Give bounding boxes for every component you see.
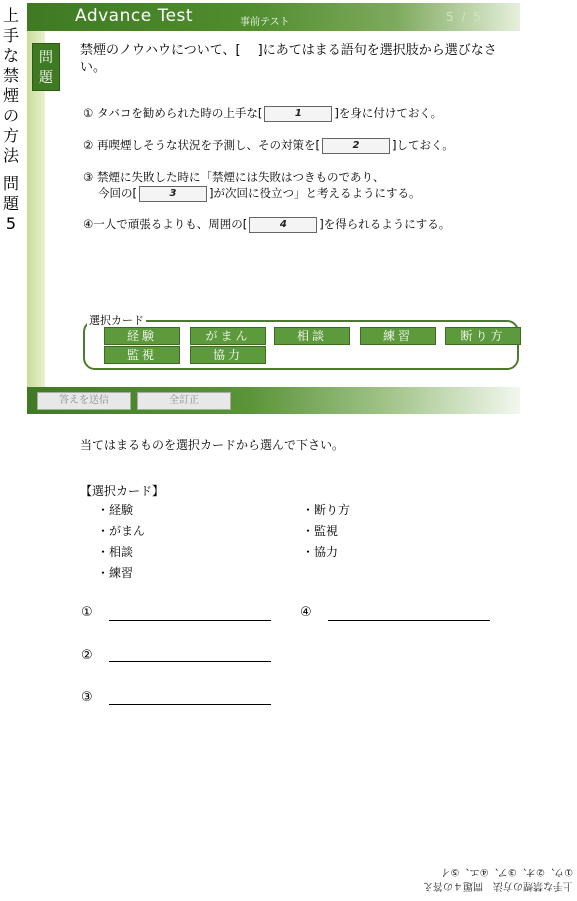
title-char: 方 [2,126,19,145]
question-badge [32,43,60,91]
item-text: ② 再喫煙しそうな状況を予測し、その対策を[ [83,138,320,152]
worksheet-card-item: ・練習 [97,566,134,580]
title-char: 手 [2,26,19,45]
item-line-2 [83,185,420,202]
worksheet-instruction: 当てはまるものを選択カードから選んで下さい。 [80,438,345,452]
note-line: ①ウ、②オ、③ア、④エ、⑤イ [440,866,573,877]
item-text: ]を身に付けておく。 [334,106,443,120]
title-char: 法 [2,146,19,165]
badge-char: 問 [39,50,53,66]
title-char: 禁 [2,66,19,85]
title-char: 上 [2,6,19,25]
worksheet-card-item: ・監視 [302,524,339,538]
page-indicator: 5 / 5 [446,10,483,24]
answer-line-1 [109,620,271,621]
answer-label-4: ④ [300,605,312,620]
title-char: の [2,106,19,125]
choice-card-kotowarikata[interactable]: 断り方 [445,327,521,345]
choice-card-gaman[interactable]: がまん [190,327,266,345]
answer-drop-box-2[interactable]: 2 [322,138,390,154]
item-text: ]を得られるようにする。 [319,217,451,231]
quiz-window [27,3,520,414]
item-text: 今回の[ [98,186,137,200]
worksheet-card-heading: 【選択カード】 [80,484,165,498]
title-char: 題 [2,194,19,213]
answer-line-3 [109,704,271,705]
question-item-3 [83,169,420,202]
choice-card-kyouryoku[interactable]: 協力 [190,346,266,364]
app-subtitle: 事前テスト [240,17,290,28]
title-char: 問 [2,174,19,193]
question-text: 禁煙のノウハウについて、[ ]にあてはまる語句を選択肢から選びなさい。 [80,43,497,75]
item-text: ③ 禁煙に失敗した時に「禁煙には失敗はつきものであり、 [83,170,385,184]
answer-line-2 [109,661,271,662]
answer-drop-box-3[interactable]: 3 [139,186,207,202]
worksheet-card-item: ・協力 [302,545,339,559]
answer-label-2: ② [81,648,93,663]
title-char: 5 [5,214,17,233]
app-title: Advance Test [75,6,194,26]
note-line: 上手な禁煙の方法 問題４の答え [423,880,573,891]
correct-all-button[interactable]: 全訂正 [137,392,231,410]
item-text: ]が次回に役立つ」と考えるようにする。 [209,186,421,200]
badge-char: 題 [39,70,53,86]
choice-card-soudan[interactable]: 相談 [274,327,350,345]
answer-drop-box-4[interactable]: 4 [249,217,317,233]
answer-label-1: ① [81,605,93,620]
worksheet-card-item: ・経験 [97,503,134,517]
quiz-header [27,3,520,31]
worksheet-card-item: ・がまん [97,524,146,538]
worksheet-card-item: ・断り方 [302,503,351,517]
choice-card-kanshi[interactable]: 監視 [104,346,180,364]
submit-answer-button[interactable]: 答えを送信 [37,392,131,410]
title-char: 煙 [2,86,19,105]
choice-card-label: 選択カード [89,314,144,327]
quiz-footer [27,387,520,414]
item-text: ]しておく。 [391,138,454,152]
answer-line-4 [328,620,490,621]
item-text: ① タバコを勧められた時の上手な[ [83,106,263,120]
answer-label-3: ③ [81,690,93,705]
answer-drop-box-1[interactable]: 1 [264,106,332,122]
question-item-1 [83,105,442,122]
choice-card-renshu[interactable]: 練習 [360,327,436,345]
worksheet-card-item: ・相談 [97,545,134,559]
question-item-2 [83,137,454,154]
title-gap [1,166,21,174]
vertical-title [1,6,21,234]
item-text: ④一人で頑張るよりも、周囲の[ [83,217,248,231]
choice-card-keiken[interactable]: 経験 [104,327,180,345]
question-item-4 [83,216,450,233]
title-char: な [2,46,19,65]
upside-down-answer-note [408,864,573,892]
